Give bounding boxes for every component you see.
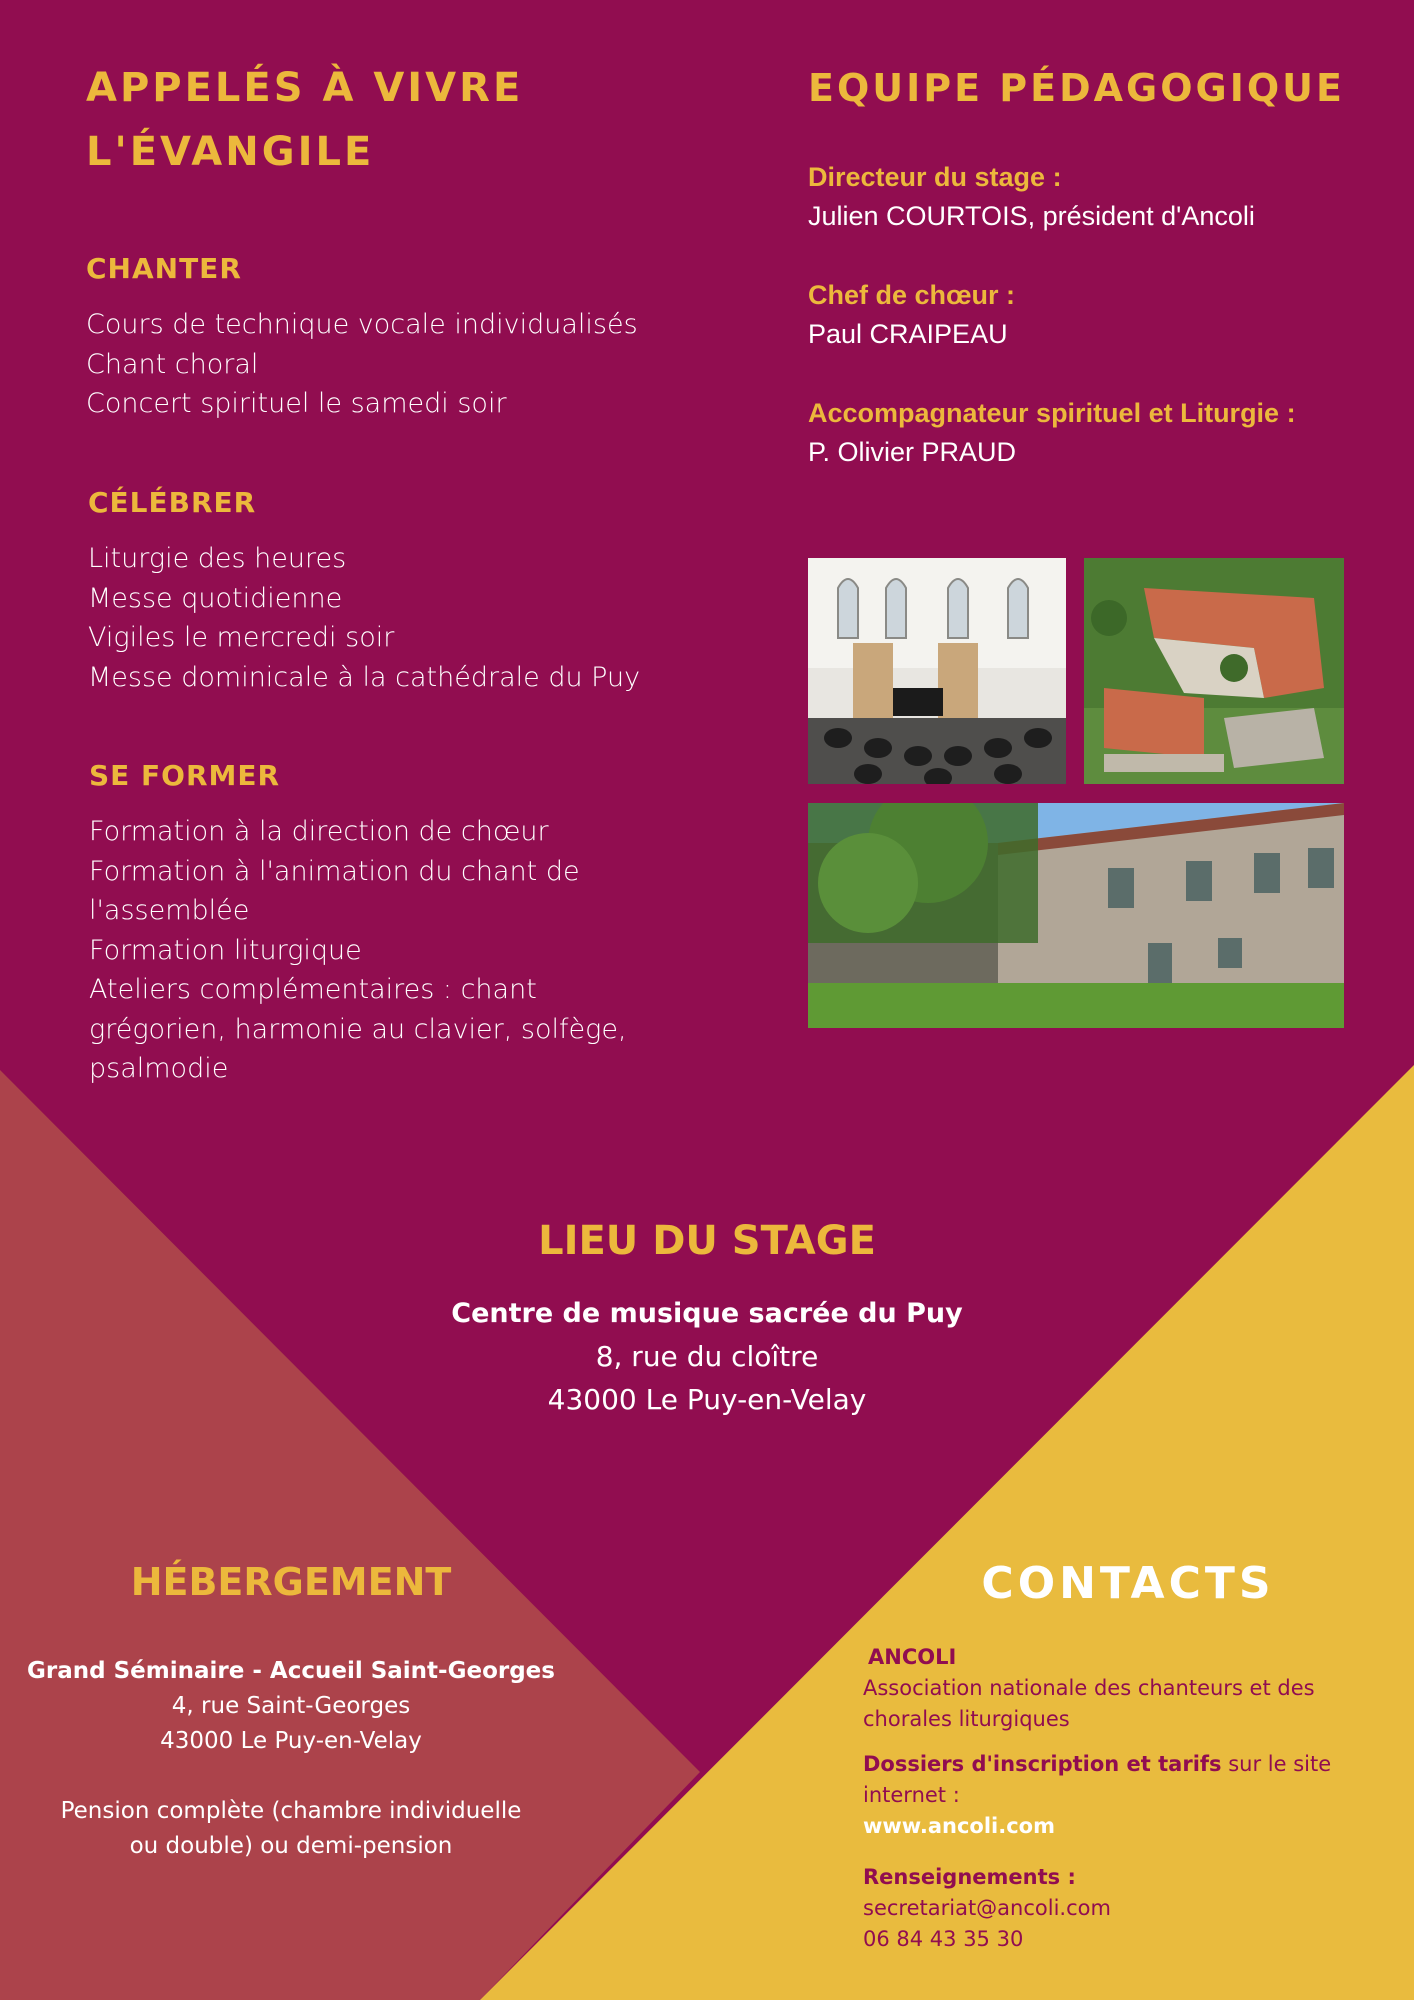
member-name: Julien COURTOIS, président d'Ancoli xyxy=(808,201,1255,231)
hebergement-address2: 43000 Le Puy-en-Velay xyxy=(160,1728,422,1754)
list-item: Cours de technique vocale individualisés xyxy=(86,309,638,340)
team-member xyxy=(808,158,1388,236)
section-heading: CÉLÉBRER xyxy=(88,486,257,519)
list-item: Vigiles le mercredi soir xyxy=(88,622,395,653)
member-role: Accompagnateur spirituel et Liturgie : xyxy=(808,398,1296,428)
list-item: grégorien, harmonie au clavier, solfège, xyxy=(89,1013,627,1045)
list-item: Formation à l'animation du chant de xyxy=(89,855,580,887)
photo-stone-building xyxy=(808,803,1344,1028)
list-item: Ateliers complémentaires : chant xyxy=(89,974,537,1005)
section-se-former xyxy=(89,759,769,1089)
main-title xyxy=(86,56,726,184)
contact-org-desc2: chorales liturgiques xyxy=(863,1707,1070,1731)
member-name: Paul CRAIPEAU xyxy=(808,319,1008,349)
list-item: Messe dominicale à la cathédrale du Puy xyxy=(88,661,641,693)
contact-org-desc1: Association nationale des chanteurs et des xyxy=(863,1676,1315,1700)
list-item: Formation liturgique xyxy=(89,934,362,966)
team-members xyxy=(808,158,1388,472)
list-item: Messe quotidienne xyxy=(88,582,343,614)
list-item: Formation à la direction de chœur xyxy=(89,816,549,847)
team-title: EQUIPE PÉDAGOGIQUE xyxy=(808,66,1345,110)
list-item: psalmodie xyxy=(89,1053,229,1084)
hebergement-note1: Pension complète (chambre individuelle xyxy=(60,1798,522,1824)
section-heading: SE FORMER xyxy=(89,759,281,792)
list-item: Liturgie des heures xyxy=(88,543,347,574)
contact-dossiers-rest: sur le site internet : xyxy=(863,1752,1332,1807)
section-celebrer xyxy=(88,486,768,697)
hebergement-address1: 4, rue Saint-Georges xyxy=(171,1693,411,1719)
contacts-details xyxy=(863,1642,1403,1955)
main-title-line2: L'ÉVANGILE xyxy=(86,129,375,175)
contact-org: ANCOLI xyxy=(868,1645,957,1669)
hebergement-name: Grand Séminaire - Accueil Saint-Georges xyxy=(27,1658,555,1684)
member-name: P. Olivier PRAUD xyxy=(808,437,1017,467)
website-link[interactable]: www.ancoli.com xyxy=(863,1814,1055,1838)
member-role: Directeur du stage : xyxy=(808,162,1062,192)
section-heading: CHANTER xyxy=(86,252,242,285)
contacts-title: CONTACTS xyxy=(981,1558,1275,1609)
hebergement-note2: ou double) ou demi-pension xyxy=(129,1833,453,1859)
contact-dossiers-label: Dossiers d'inscription et tarifs xyxy=(863,1752,1222,1776)
contact-info-label: Renseignements : xyxy=(863,1865,1076,1889)
list-item: Chant choral xyxy=(86,348,259,380)
lieu-title: LIEU DU STAGE xyxy=(538,1218,876,1264)
email-link[interactable]: secretariat@ancoli.com xyxy=(863,1896,1111,1920)
hebergement-title: HÉBERGEMENT xyxy=(130,1560,452,1604)
lieu-address2: 43000 Le Puy-en-Velay xyxy=(547,1383,867,1416)
section-chanter xyxy=(86,252,766,424)
team-member xyxy=(808,276,1388,354)
list-item: Concert spirituel le samedi soir xyxy=(86,388,507,419)
lieu-section xyxy=(357,1218,1057,1421)
team-member xyxy=(808,394,1388,472)
lieu-name: Centre de musique sacrée du Puy xyxy=(451,1298,963,1329)
member-role: Chef de chœur : xyxy=(808,280,1015,310)
hebergement-section xyxy=(0,1560,582,1864)
list-item: l'assemblée xyxy=(89,895,250,926)
photo-aerial-seminary xyxy=(1084,558,1344,784)
lieu-address1: 8, rue du cloître xyxy=(595,1340,819,1373)
phone-number: 06 84 43 35 30 xyxy=(863,1927,1024,1951)
main-title-line1: APPELÉS À VIVRE xyxy=(86,65,524,111)
photo-music-room xyxy=(808,558,1066,784)
